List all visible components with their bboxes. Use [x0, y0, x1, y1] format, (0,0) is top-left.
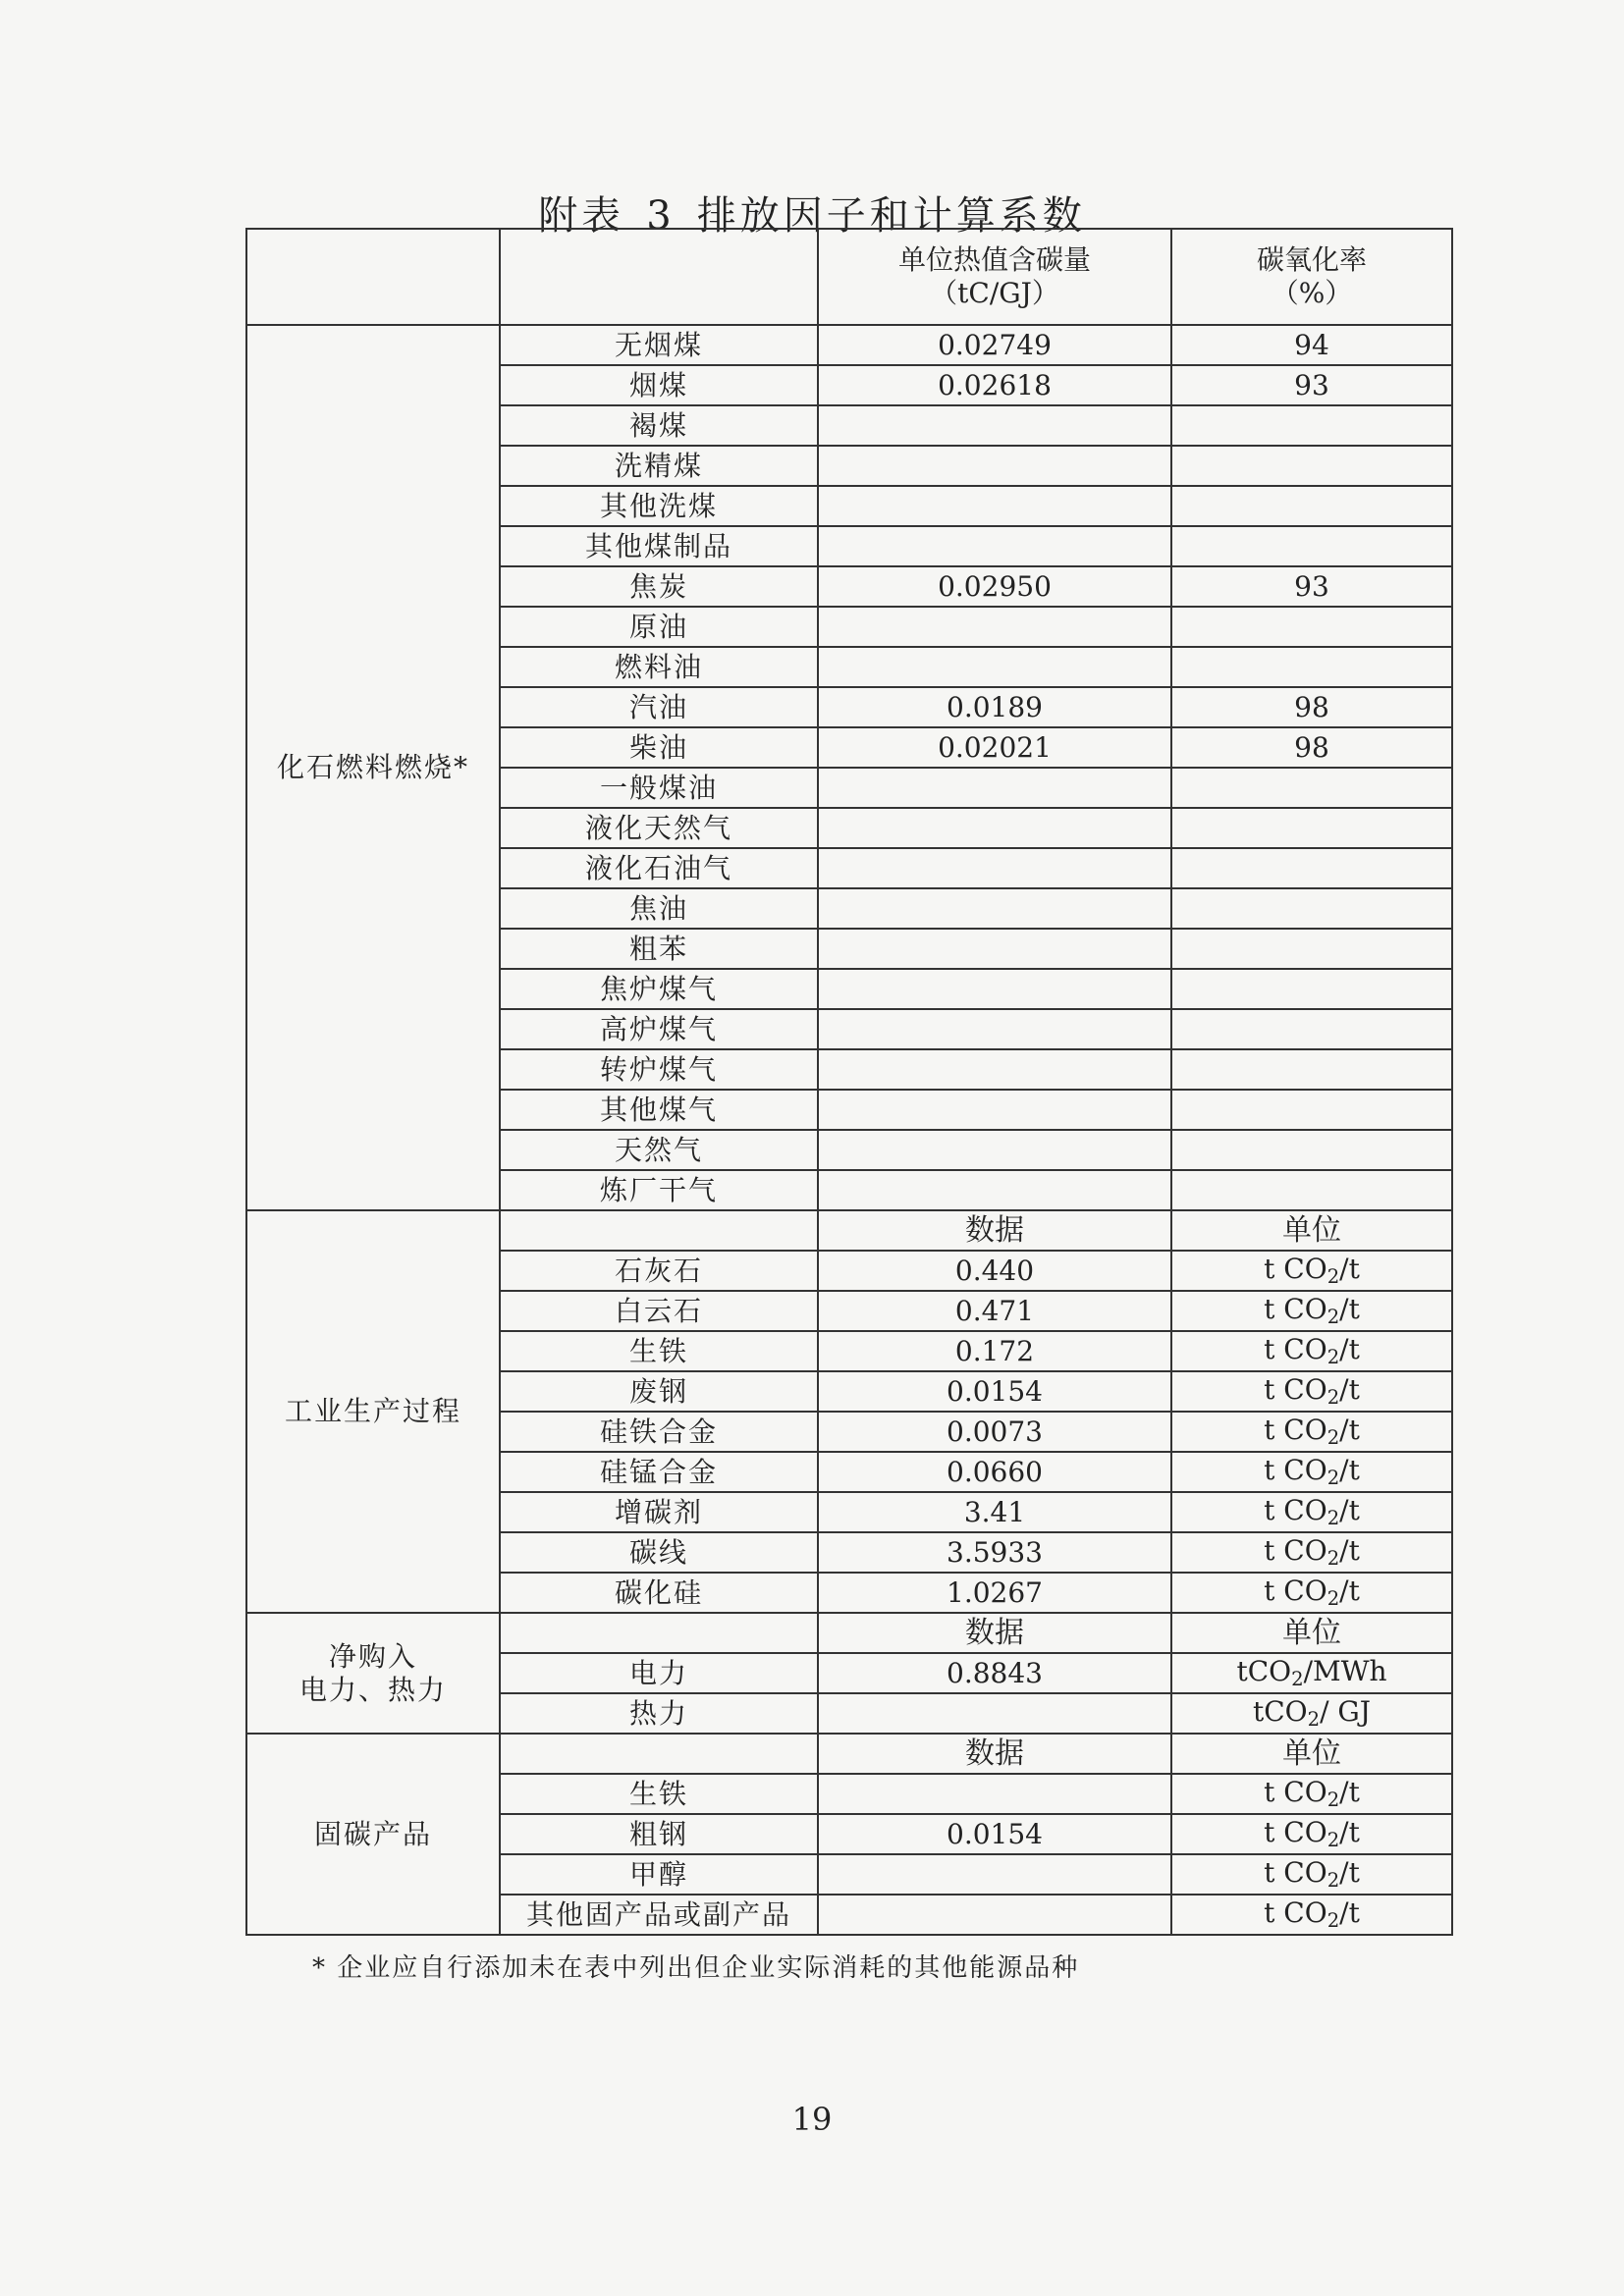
carbon-content-value	[818, 1090, 1171, 1130]
title-number: 3	[646, 193, 676, 239]
unit-main: t CO	[1264, 1856, 1327, 1890]
oxidation-rate-value: 94	[1171, 325, 1452, 365]
fuel-name: 粗苯	[500, 929, 818, 969]
item-name: 其他固产品或副产品	[500, 1895, 818, 1935]
oxidation-rate-value	[1171, 446, 1452, 486]
unit-subscript: 2	[1326, 1829, 1340, 1852]
title-text: 排放因子和计算系数	[696, 193, 1086, 239]
carbon-content-value: 0.02950	[818, 566, 1171, 607]
item-name: 废钢	[500, 1371, 818, 1412]
carbon-content-value	[818, 808, 1171, 848]
carbon-content-value	[818, 607, 1171, 647]
table-header-row	[246, 229, 1452, 325]
factor-value: 0.172	[818, 1331, 1171, 1371]
unit-subscript: 2	[1326, 1547, 1340, 1571]
unit-subscript: 2	[1326, 1426, 1340, 1450]
unit-tail: / GJ	[1320, 1695, 1372, 1729]
header-oxidation-rate	[1171, 229, 1452, 325]
unit-tail: /t	[1339, 1454, 1360, 1487]
unit-cell	[1171, 1895, 1452, 1935]
unit-subscript: 2	[1326, 1789, 1340, 1812]
group-fossil-fuel: 化石燃料燃烧*	[246, 325, 500, 1210]
unit-subscript: 2	[1326, 1306, 1340, 1329]
table-row	[246, 325, 1452, 365]
unit-tail: /t	[1339, 1816, 1360, 1849]
fuel-name: 液化石油气	[500, 848, 818, 888]
carbon-content-value: 0.0189	[818, 687, 1171, 727]
unit-cell	[1171, 1532, 1452, 1573]
fuel-name: 洗精煤	[500, 446, 818, 486]
oxidation-rate-value: 93	[1171, 365, 1452, 405]
unit-subscript: 2	[1326, 1386, 1340, 1410]
item-name: 白云石	[500, 1291, 818, 1331]
fuel-name: 烟煤	[500, 365, 818, 405]
unit-tail: /t	[1339, 1253, 1360, 1286]
fuel-name: 炼厂干气	[500, 1170, 818, 1210]
title-prefix: 附表	[538, 193, 625, 239]
unit-subscript: 2	[1326, 1869, 1340, 1893]
unit-tail: /MWh	[1303, 1655, 1387, 1688]
factor-value	[818, 1895, 1171, 1935]
unit-cell	[1171, 1573, 1452, 1613]
unit-subscript: 2	[1326, 1587, 1340, 1611]
unit-subscript: 2	[1326, 1507, 1340, 1530]
oxidation-rate-value	[1171, 607, 1452, 647]
footnote: * 企业应自行添加未在表中列出但企业实际消耗的其他能源品种	[312, 1953, 1080, 1983]
header-oxidation-rate-unit: （%）	[1271, 277, 1353, 309]
group-carbon-fixed-products: 固碳产品	[246, 1734, 500, 1935]
emission-factor-table	[245, 228, 1453, 1936]
unit-tail: /t	[1339, 1534, 1360, 1568]
carbon-content-value	[818, 647, 1171, 687]
section-header-empty	[500, 1613, 818, 1653]
fuel-name: 其他煤气	[500, 1090, 818, 1130]
fuel-name: 焦炉煤气	[500, 969, 818, 1009]
oxidation-rate-value	[1171, 888, 1452, 929]
item-name: 生铁	[500, 1774, 818, 1814]
factor-value	[818, 1854, 1171, 1895]
factor-value: 0.471	[818, 1291, 1171, 1331]
factor-value: 0.0154	[818, 1371, 1171, 1412]
unit-cell	[1171, 1412, 1452, 1452]
fuel-name: 天然气	[500, 1130, 818, 1170]
unit-tail: /t	[1339, 1414, 1360, 1447]
item-name: 甲醇	[500, 1854, 818, 1895]
item-name: 硅锰合金	[500, 1452, 818, 1492]
oxidation-rate-value	[1171, 808, 1452, 848]
unit-tail: /t	[1339, 1333, 1360, 1366]
factor-value: 0.440	[818, 1251, 1171, 1291]
unit-subscript: 2	[1326, 1265, 1340, 1289]
carbon-content-value: 0.02618	[818, 365, 1171, 405]
table-body	[246, 229, 1452, 1935]
unit-cell	[1171, 1291, 1452, 1331]
section-header-empty	[500, 1734, 818, 1774]
factor-value	[818, 1774, 1171, 1814]
unit-subscript: 2	[1307, 1708, 1321, 1732]
factor-value: 0.8843	[818, 1653, 1171, 1693]
carbon-content-value	[818, 446, 1171, 486]
oxidation-rate-value	[1171, 647, 1452, 687]
item-name: 粗钢	[500, 1814, 818, 1854]
unit-main: t CO	[1264, 1253, 1327, 1286]
factor-value: 1.0267	[818, 1573, 1171, 1613]
header-oxidation-rate-label: 碳氧化率	[1256, 243, 1367, 277]
fuel-name: 高炉煤气	[500, 1009, 818, 1049]
unit-main: t CO	[1264, 1816, 1327, 1849]
unit-main: tCO	[1236, 1655, 1292, 1688]
oxidation-rate-value	[1171, 969, 1452, 1009]
unit-main: t CO	[1264, 1293, 1327, 1326]
page-number: 19	[791, 2101, 833, 2138]
carbon-content-value: 0.02021	[818, 727, 1171, 768]
fuel-name: 燃料油	[500, 647, 818, 687]
unit-subscript: 2	[1291, 1668, 1304, 1691]
unit-main: t CO	[1264, 1373, 1327, 1407]
data-label: 数据	[818, 1734, 1171, 1774]
header-empty-2	[500, 229, 818, 325]
unit-tail: /t	[1339, 1293, 1360, 1326]
item-name: 碳化硅	[500, 1573, 818, 1613]
section-header-row	[246, 1210, 1452, 1251]
item-name: 电力	[500, 1653, 818, 1693]
item-name: 热力	[500, 1693, 818, 1734]
section-header-row	[246, 1734, 1452, 1774]
carbon-content-value	[818, 486, 1171, 526]
group-line-1: 净购入	[328, 1639, 417, 1673]
oxidation-rate-value: 98	[1171, 727, 1452, 768]
factor-value: 0.0154	[818, 1814, 1171, 1854]
oxidation-rate-value	[1171, 929, 1452, 969]
unit-cell	[1171, 1653, 1452, 1693]
fuel-name: 焦炭	[500, 566, 818, 607]
unit-main: t CO	[1264, 1575, 1327, 1608]
unit-main: t CO	[1264, 1333, 1327, 1366]
data-label: 数据	[818, 1210, 1171, 1251]
carbon-content-value	[818, 1170, 1171, 1210]
unit-cell	[1171, 1371, 1452, 1412]
fuel-name: 柴油	[500, 727, 818, 768]
header-carbon-content-unit: （tC/GJ）	[930, 277, 1059, 309]
oxidation-rate-value	[1171, 1009, 1452, 1049]
carbon-content-value	[818, 848, 1171, 888]
factor-value: 0.0660	[818, 1452, 1171, 1492]
carbon-content-value	[818, 526, 1171, 566]
unit-main: t CO	[1264, 1454, 1327, 1487]
group-line-2: 电力、热力	[298, 1673, 447, 1706]
carbon-content-value	[818, 1049, 1171, 1090]
unit-cell	[1171, 1452, 1452, 1492]
item-name: 石灰石	[500, 1251, 818, 1291]
unit-tail: /t	[1339, 1494, 1360, 1527]
header-carbon-content-label: 单位热值含碳量	[897, 243, 1091, 277]
oxidation-rate-value	[1171, 1130, 1452, 1170]
oxidation-rate-value	[1171, 486, 1452, 526]
unit-cell	[1171, 1251, 1452, 1291]
factor-value: 0.0073	[818, 1412, 1171, 1452]
oxidation-rate-value	[1171, 1170, 1452, 1210]
item-name: 碳线	[500, 1532, 818, 1573]
unit-cell	[1171, 1331, 1452, 1371]
data-label: 数据	[818, 1613, 1171, 1653]
fuel-name: 无烟煤	[500, 325, 818, 365]
item-name: 生铁	[500, 1331, 818, 1371]
oxidation-rate-value	[1171, 526, 1452, 566]
factor-value	[818, 1693, 1171, 1734]
carbon-content-value	[818, 929, 1171, 969]
oxidation-rate-value: 93	[1171, 566, 1452, 607]
unit-subscript: 2	[1326, 1909, 1340, 1933]
oxidation-rate-value	[1171, 1049, 1452, 1090]
unit-tail: /t	[1339, 1373, 1360, 1407]
fuel-name: 液化天然气	[500, 808, 818, 848]
factor-value: 3.5933	[818, 1532, 1171, 1573]
unit-label: 单位	[1171, 1210, 1452, 1251]
header-empty-1	[246, 229, 500, 325]
oxidation-rate-value	[1171, 1090, 1452, 1130]
item-name: 硅铁合金	[500, 1412, 818, 1452]
carbon-content-value	[818, 1130, 1171, 1170]
unit-cell	[1171, 1492, 1452, 1532]
factor-value: 3.41	[818, 1492, 1171, 1532]
fuel-name: 一般煤油	[500, 768, 818, 808]
carbon-content-value: 0.02749	[818, 325, 1171, 365]
unit-tail: /t	[1339, 1575, 1360, 1608]
unit-cell	[1171, 1814, 1452, 1854]
unit-main: t CO	[1264, 1534, 1327, 1568]
item-name: 增碳剂	[500, 1492, 818, 1532]
unit-label: 单位	[1171, 1734, 1452, 1774]
oxidation-rate-value	[1171, 848, 1452, 888]
fuel-name: 原油	[500, 607, 818, 647]
oxidation-rate-value	[1171, 405, 1452, 446]
fuel-name: 其他洗煤	[500, 486, 818, 526]
section-header-empty	[500, 1210, 818, 1251]
group-industrial-process: 工业生产过程	[246, 1210, 500, 1613]
unit-tail: /t	[1339, 1896, 1360, 1930]
group-purchased-power-heat	[246, 1613, 500, 1734]
carbon-content-value	[818, 888, 1171, 929]
carbon-content-value	[818, 969, 1171, 1009]
unit-main: t CO	[1264, 1896, 1327, 1930]
oxidation-rate-value: 98	[1171, 687, 1452, 727]
unit-tail: /t	[1339, 1776, 1360, 1809]
carbon-content-value	[818, 405, 1171, 446]
unit-tail: /t	[1339, 1856, 1360, 1890]
fuel-name: 汽油	[500, 687, 818, 727]
unit-main: t CO	[1264, 1414, 1327, 1447]
header-carbon-content	[818, 229, 1171, 325]
oxidation-rate-value	[1171, 768, 1452, 808]
unit-cell	[1171, 1693, 1452, 1734]
unit-main: t CO	[1264, 1494, 1327, 1527]
unit-subscript: 2	[1326, 1346, 1340, 1369]
unit-cell	[1171, 1774, 1452, 1814]
fuel-name: 焦油	[500, 888, 818, 929]
unit-main: t CO	[1264, 1776, 1327, 1809]
carbon-content-value	[818, 1009, 1171, 1049]
fuel-name: 转炉煤气	[500, 1049, 818, 1090]
section-header-row	[246, 1613, 1452, 1653]
carbon-content-value	[818, 768, 1171, 808]
fuel-name: 其他煤制品	[500, 526, 818, 566]
unit-label: 单位	[1171, 1613, 1452, 1653]
fuel-name: 褐煤	[500, 405, 818, 446]
unit-subscript: 2	[1326, 1467, 1340, 1490]
unit-cell	[1171, 1854, 1452, 1895]
unit-main: tCO	[1252, 1695, 1308, 1729]
